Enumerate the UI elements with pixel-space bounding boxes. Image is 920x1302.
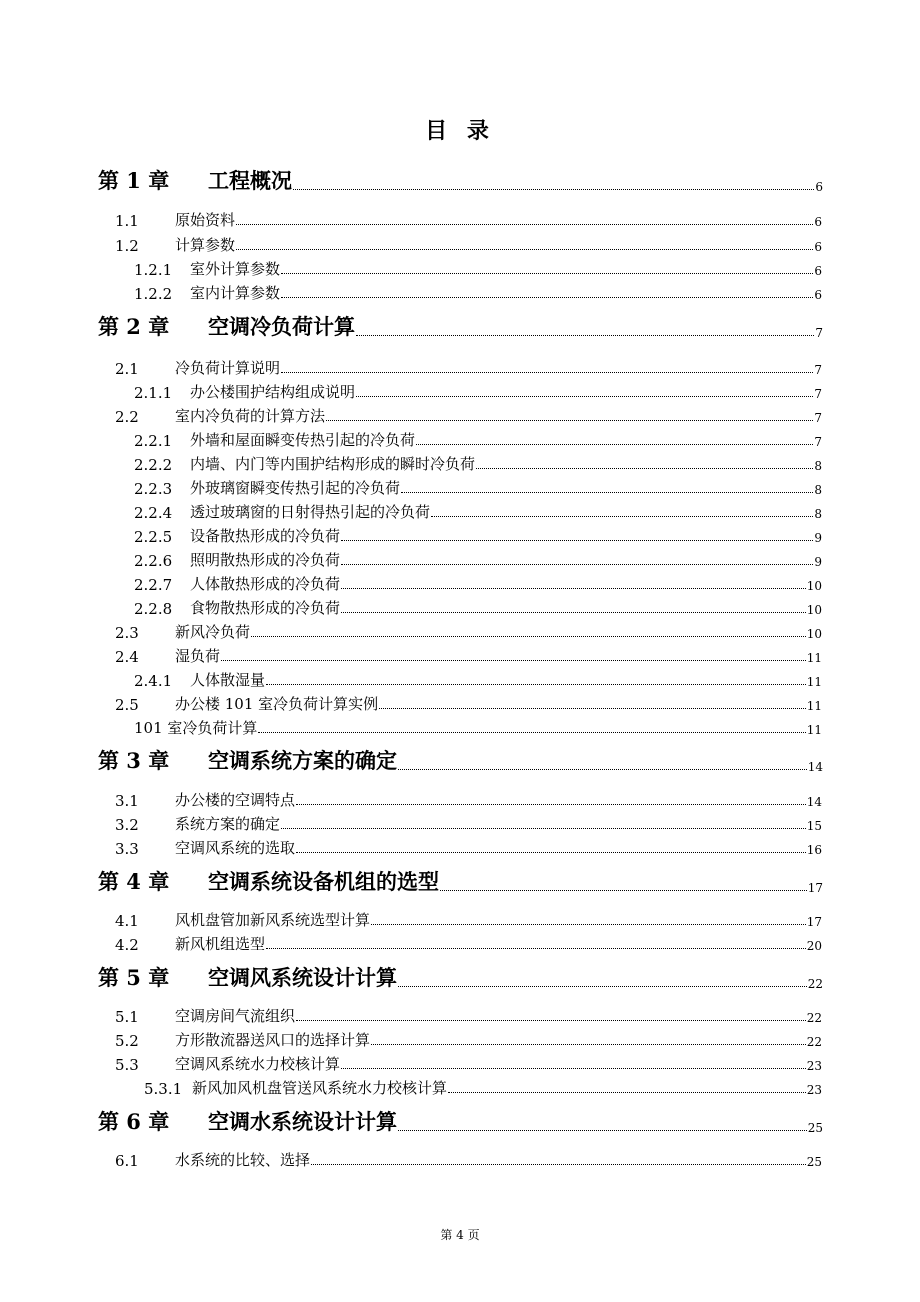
toc-dot-leader [398,769,807,770]
toc-entry-number: 2.2.4 [134,504,173,522]
toc-entry-page: 8 [814,459,822,473]
toc-entry[interactable] [0,404,920,426]
toc-entry-number: 1.1 [115,212,139,230]
toc-entry-title: 空调冷负荷计算 [208,314,355,339]
toc-entry-title: 外墙和屋面瞬变传热引起的冷负荷 [190,431,416,449]
toc-entry-number: 1.2.1 [134,261,173,279]
toc-dot-leader [371,1044,806,1045]
toc-dot-leader [371,924,806,925]
page-number-footer: 第 4 页 [440,1228,480,1242]
toc-entry-number: 2.2.8 [134,600,173,618]
toc-entry-title: 内墙、内门等内围护结构形成的瞬时冷负荷 [190,455,476,473]
toc-entry[interactable] [0,380,920,402]
toc-entry-page: 7 [814,435,822,449]
toc-dot-leader [266,948,806,949]
toc-entry[interactable] [0,836,920,858]
toc-entry-title: 空调房间气流组织 [175,1007,296,1025]
toc-entry-title: 人体散湿量 [190,671,266,689]
toc-entry[interactable] [0,500,920,522]
toc-dot-leader [401,492,813,493]
toc-entry-title: 空调风系统水力校核计算 [175,1055,341,1073]
toc-entry-title: 水系统的比较、选择 [175,1151,311,1169]
toc-entry-number: 5.2 [115,1032,139,1050]
toc-entry-number: 1.2 [115,237,139,255]
toc-entry[interactable] [0,716,920,738]
toc-entry-page: 22 [806,1035,822,1049]
toc-entry[interactable] [0,812,920,834]
toc-entry-number: 4.2 [115,936,139,954]
toc-entry[interactable] [0,281,920,303]
toc-entry-number: 第 2 章 [98,314,170,339]
toc-entry-page: 6 [814,240,822,254]
toc-entry-page: 6 [814,288,822,302]
toc-entry-page: 10 [806,627,822,641]
toc-dot-leader [356,335,814,336]
toc-entry-page: 10 [806,579,822,593]
toc-dot-leader [266,684,806,685]
toc-entry-number: 2.4.1 [134,672,173,690]
toc-entry-number: 5.3.1 [144,1080,183,1098]
toc-entry-title: 设备散热形成的冷负荷 [190,527,341,545]
toc-entry[interactable] [0,524,920,546]
toc-entry[interactable] [0,548,920,570]
toc-entry[interactable] [0,596,920,618]
toc-entry-number: 2.2 [115,408,139,426]
toc-title: 目 录 [425,118,495,144]
toc-entry[interactable] [0,745,920,775]
toc-dot-leader [281,828,806,829]
toc-dot-leader [341,612,806,613]
toc-entry-number: 4.1 [115,912,139,930]
toc-entry-page: 10 [806,603,822,617]
toc-dot-leader [281,273,813,274]
toc-entry[interactable] [0,908,920,930]
toc-entry-page: 9 [814,531,822,545]
toc-entry-page: 22 [807,977,823,991]
toc-dot-leader [341,564,813,565]
toc-entry-page: 15 [806,819,822,833]
toc-entry[interactable] [0,1106,920,1136]
toc-entry-title: 新风冷负荷 [175,623,251,641]
toc-entry-page: 11 [806,675,822,689]
toc-entry-page: 11 [806,699,822,713]
toc-entry-number: 1.2.2 [134,285,173,303]
toc-dot-leader [281,297,813,298]
toc-dot-leader [431,516,813,517]
toc-entry-title: 人体散热形成的冷负荷 [190,575,341,593]
toc-dot-leader [293,189,814,190]
toc-entry[interactable] [0,572,920,594]
toc-dot-leader [236,224,813,225]
toc-entry-page: 8 [814,483,822,497]
toc-entry[interactable] [0,356,920,378]
toc-entry[interactable] [0,668,920,690]
toc-entry-title: 新风加风机盘管送风系统水力校核计算 [192,1079,448,1097]
toc-entry-title: 新风机组选型 [175,935,266,953]
toc-dot-leader [416,444,813,445]
toc-dot-leader [341,540,813,541]
toc-dot-leader [281,372,813,373]
toc-entry[interactable] [0,257,920,279]
toc-entry[interactable] [0,428,920,450]
toc-entry-page: 23 [806,1059,822,1073]
toc-entry-number: 2.2.3 [134,480,173,498]
toc-entry[interactable] [0,962,920,992]
toc-dot-leader [341,588,806,589]
toc-entry-page: 22 [806,1011,822,1025]
toc-entry[interactable] [0,311,920,341]
toc-entry-title: 原始资料 [175,211,236,229]
toc-entry-page: 16 [806,843,822,857]
toc-entry-number: 第 4 章 [98,869,170,894]
toc-dot-leader [476,468,813,469]
toc-entry[interactable] [0,1004,920,1026]
toc-entry-number: 2.2.2 [134,456,173,474]
toc-entry-page: 6 [815,180,823,194]
toc-entry-page: 25 [807,1121,823,1135]
toc-entry-number: 6.1 [115,1152,139,1170]
toc-entry-page: 11 [806,651,822,665]
toc-dot-leader [296,804,806,805]
toc-dot-leader [251,636,806,637]
toc-entry-number: 5.1 [115,1008,139,1026]
toc-entry-number: 2.2.1 [134,432,173,450]
toc-entry[interactable] [0,1076,920,1098]
toc-entry[interactable] [0,1148,920,1170]
toc-dot-leader [258,732,805,733]
toc-entry-page: 25 [806,1155,822,1169]
toc-entry-title: 空调系统设备机组的选型 [208,869,439,894]
toc-entry-page: 17 [806,915,822,929]
toc-dot-leader [326,420,813,421]
toc-entry-title: 101 室冷负荷计算 [134,719,258,737]
toc-entry-number: 第 1 章 [98,168,170,193]
toc-entry-page: 7 [814,363,822,377]
toc-dot-leader [221,660,806,661]
toc-entry-title: 冷负荷计算说明 [175,359,281,377]
toc-entry-title: 室内计算参数 [190,284,281,302]
toc-entry-number: 2.2.5 [134,528,173,546]
toc-entry-title: 室外计算参数 [190,260,281,278]
toc-entry-number: 第 5 章 [98,965,170,990]
toc-entry-number: 2.2.7 [134,576,173,594]
toc-entry-page: 14 [806,795,822,809]
toc-entry-number: 第 3 章 [98,748,170,773]
toc-entry-page: 6 [814,264,822,278]
toc-entry-title: 计算参数 [175,236,236,254]
toc-entry-title: 透过玻璃窗的日射得热引起的冷负荷 [190,503,431,521]
toc-entry-title: 外玻璃窗瞬变传热引起的冷负荷 [190,479,401,497]
toc-entry[interactable] [0,1052,920,1074]
toc-entry[interactable] [0,620,920,642]
toc-entry[interactable] [0,452,920,474]
toc-dot-leader [440,890,807,891]
toc-entry-page: 7 [814,411,822,425]
toc-entry[interactable] [0,932,920,954]
toc-entry-number: 5.3 [115,1056,139,1074]
toc-entry-number: 2.2.6 [134,552,173,570]
toc-entry-page: 9 [814,555,822,569]
toc-entry-page: 17 [807,881,823,895]
toc-dot-leader [311,1164,806,1165]
toc-entry[interactable] [0,644,920,666]
toc-entry-number: 3.3 [115,840,139,858]
toc-entry[interactable] [0,165,920,195]
toc-dot-leader [398,1130,807,1131]
toc-entry-title: 食物散热形成的冷负荷 [190,599,341,617]
toc-entry[interactable] [0,233,920,255]
toc-entry-title: 空调风系统设计计算 [208,965,397,990]
toc-entry-title: 办公楼的空调特点 [175,791,296,809]
toc-entry-title: 工程概况 [208,168,292,193]
toc-entry[interactable] [0,208,920,230]
toc-entry-number: 2.1 [115,360,139,378]
toc-dot-leader [341,1068,806,1069]
toc-entry-title: 空调系统方案的确定 [208,748,397,773]
toc-entry-page: 11 [806,723,822,737]
toc-entry[interactable] [0,1028,920,1050]
toc-entry-number: 3.1 [115,792,139,810]
toc-entry-title: 照明散热形成的冷负荷 [190,551,341,569]
toc-entry-page: 7 [815,326,823,340]
toc-entry-title: 办公楼围护结构组成说明 [190,383,356,401]
toc-entry[interactable] [0,788,920,810]
toc-dot-leader [379,708,806,709]
toc-entry-page: 6 [814,215,822,229]
toc-entry-number: 2.1.1 [134,384,173,402]
toc-entry-title: 空调水系统设计计算 [208,1109,397,1134]
toc-entry-page: 14 [807,760,823,774]
toc-entry-page: 7 [814,387,822,401]
toc-entry-title: 空调风系统的选取 [175,839,296,857]
toc-entry-page: 20 [806,939,822,953]
toc-entry[interactable] [0,866,920,896]
toc-entry-title: 湿负荷 [175,647,221,665]
toc-entry[interactable] [0,692,920,714]
toc-dot-leader [296,852,806,853]
toc-dot-leader [236,249,813,250]
toc-entry-title: 方形散流器送风口的选择计算 [175,1031,371,1049]
toc-entry-number: 2.3 [115,624,139,642]
toc-entry-number: 第 6 章 [98,1109,170,1134]
toc-dot-leader [296,1020,806,1021]
toc-entry-title: 办公楼 101 室冷负荷计算实例 [175,695,379,713]
toc-entry-title: 系统方案的确定 [175,815,281,833]
toc-entry[interactable] [0,476,920,498]
toc-dot-leader [448,1092,806,1093]
toc-entry-number: 2.4 [115,648,139,666]
toc-entry-page: 8 [814,507,822,521]
toc-entry-title: 风机盘管加新风系统选型计算 [175,911,371,929]
toc-entry-title: 室内冷负荷的计算方法 [175,407,326,425]
toc-entry-page: 23 [806,1083,822,1097]
toc-entry-number: 3.2 [115,816,139,834]
toc-entry-number: 2.5 [115,696,139,714]
toc-dot-leader [398,986,807,987]
toc-dot-leader [356,396,813,397]
